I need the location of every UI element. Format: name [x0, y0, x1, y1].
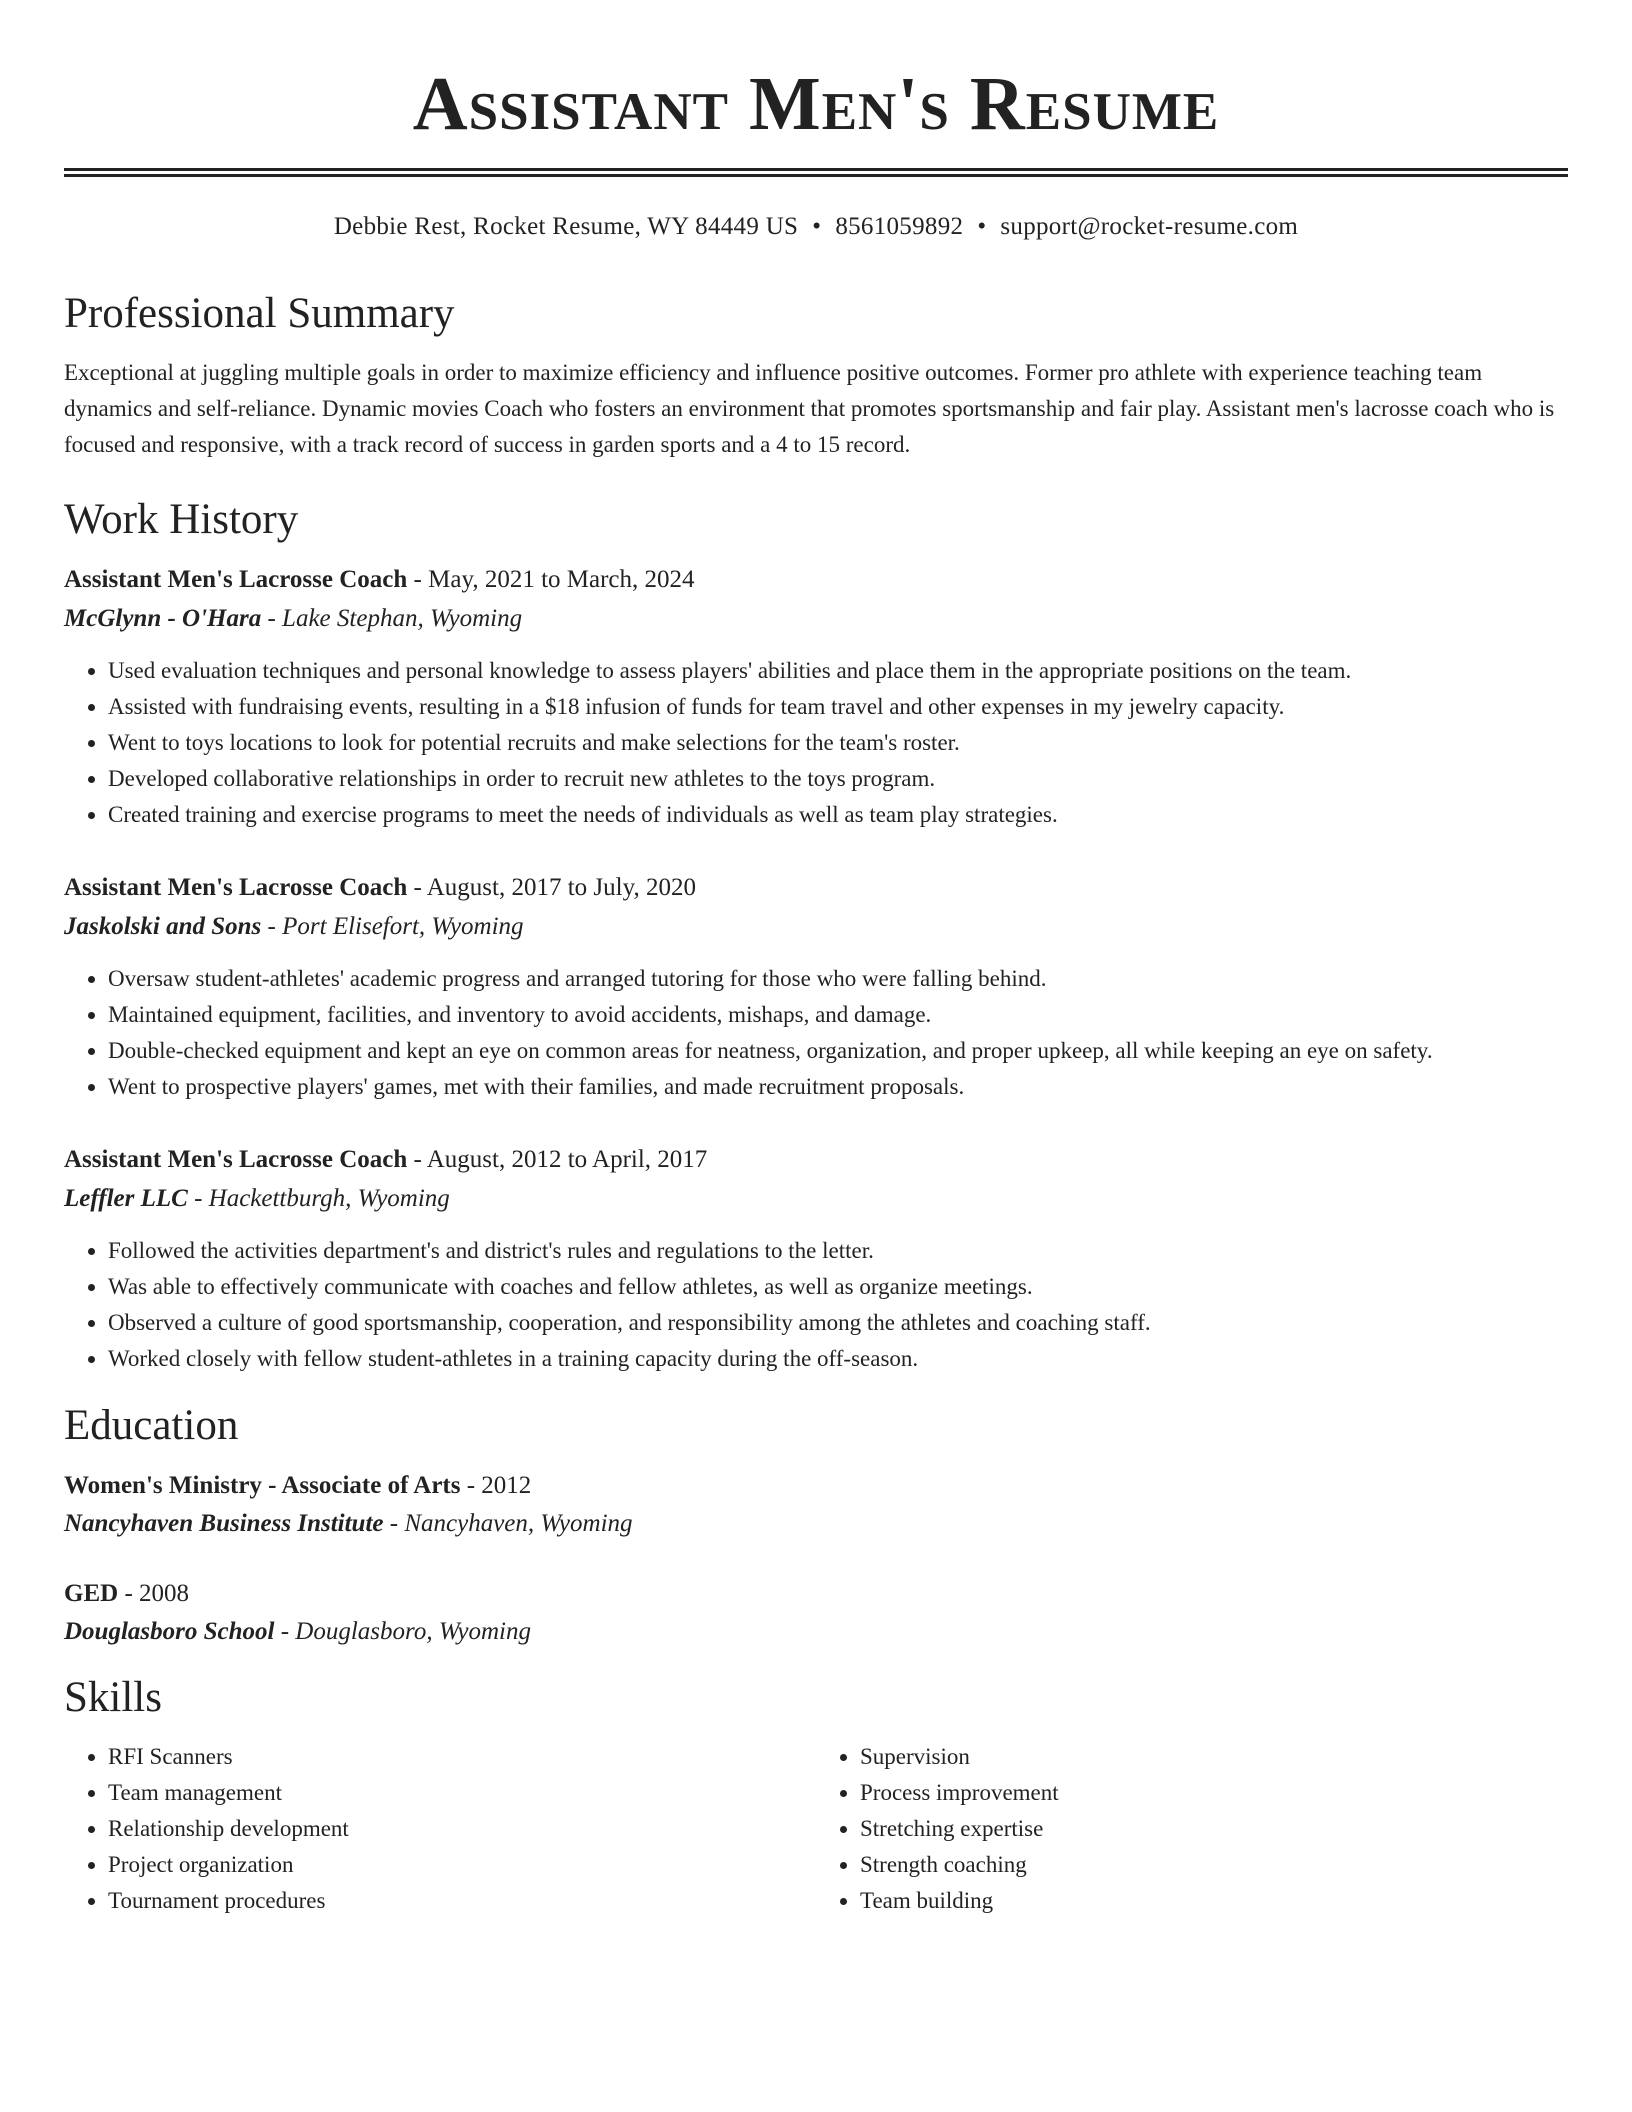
job-bullets: [64, 1233, 1568, 1377]
job-title-line: [64, 561, 1568, 599]
job-bullets: [64, 961, 1568, 1105]
job-entry: [64, 869, 1568, 1105]
job-company-line: [64, 1179, 1568, 1219]
job-location: - Lake Stephan, Wyoming: [261, 605, 523, 632]
title-divider: [64, 168, 1568, 177]
job-dates: - August, 2012 to April, 2017: [407, 1146, 708, 1173]
list-item: • Worked closely with fellow student-athletes in a training capacity during the off-season.: [108, 1341, 1568, 1377]
job-dates: - May, 2021 to March, 2024: [407, 566, 695, 593]
job-location: - Hackettburgh, Wyoming: [187, 1185, 450, 1212]
list-item: • Maintained equipment, facilities, and inventory to avoid accidents, mishaps, and damage.: [108, 997, 1568, 1033]
spacer: [64, 1105, 1568, 1141]
list-item: • Developed collaborative relationships in order to recruit new athletes to the toys program.: [108, 761, 1568, 797]
list-item: • Went to prospective players' games, met with their families, and made recruitment proposals.: [108, 1069, 1568, 1105]
education-degree: Women's Ministry - Associate of Arts: [64, 1472, 461, 1499]
section-heading-summary: Professional Summary: [64, 290, 455, 337]
job-company-line: [64, 907, 1568, 947]
job-role: Assistant Men's Lacrosse Coach: [64, 874, 408, 901]
job-title-line: [64, 1141, 1568, 1179]
education-degree: GED: [64, 1580, 119, 1607]
education-year: - 2012: [460, 1472, 532, 1499]
contact-email: support@rocket-resume.com: [1000, 213, 1299, 240]
section-heading-education: Education: [64, 1402, 239, 1449]
education-entry: [64, 1467, 1568, 1543]
skill-item: • RFI Scanners: [108, 1739, 816, 1775]
skill-item: • Process improvement: [860, 1775, 1568, 1811]
skill-item: • Tournament procedures: [108, 1883, 816, 1919]
skill-item: • Relationship development: [108, 1811, 816, 1847]
skill-item: • Stretching expertise: [860, 1811, 1568, 1847]
job-company: Jaskolski and Sons: [64, 913, 262, 940]
list-item: • Oversaw student-athletes' academic progress and arranged tutoring for those who were falling behind.: [108, 961, 1568, 997]
skill-item: • Team building: [860, 1883, 1568, 1919]
skills-grid: [64, 1739, 1568, 1919]
skills-column-right: [816, 1739, 1568, 1919]
job-dates: - August, 2017 to July, 2020: [407, 874, 696, 901]
list-item: • Double-checked equipment and kept an eye on common areas for neatness, organization, and proper upkeep, all while keeping an eye on safety.: [108, 1033, 1568, 1069]
skills-column-left: [64, 1739, 816, 1919]
list-item: • Assisted with fundraising events, resulting in a $18 infusion of funds for team travel and other expenses in my jewelry capacity.: [108, 689, 1568, 725]
skill-item: • Supervision: [860, 1739, 1568, 1775]
job-entry: [64, 1141, 1568, 1377]
job-title-line: [64, 869, 1568, 907]
spacer: [64, 833, 1568, 869]
education-school-line: [64, 1505, 1568, 1543]
job-location: - Port Elisefort, Wyoming: [261, 913, 524, 940]
resume-title: Assistant Men's Resume: [412, 62, 1220, 146]
contact-separator: •: [977, 213, 987, 240]
summary-text: Exceptional at juggling multiple goals in order to maximize efficiency and influence positive outcomes. Former pro athlete with experience teaching team dynamics and self-reliance. Dynamic movies Coach who fosters an environment that promotes sportsmanship and fair play. Assistant men's lacrosse coach who is focused and responsive, with a track record of success in garden sports and a 4 to 15 record.: [64, 360, 1555, 457]
skill-item: • Strength coaching: [860, 1847, 1568, 1883]
skill-item: • Project organization: [108, 1847, 816, 1883]
skill-item: • Team management: [108, 1775, 816, 1811]
contact-address: Debbie Rest, Rocket Resume, WY 84449 US: [333, 213, 799, 240]
list-item: • Created training and exercise programs to meet the needs of individuals as well as team play strategies.: [108, 797, 1568, 833]
education-year: - 2008: [118, 1580, 190, 1607]
contact-line: [64, 211, 1568, 243]
education-location: - Nancyhaven, Wyoming: [383, 1510, 633, 1537]
contact-separator: •: [812, 213, 822, 240]
education-school: Nancyhaven Business Institute: [64, 1510, 384, 1537]
list-item: • Observed a culture of good sportsmanship, cooperation, and responsibility among the athletes and coaching staff.: [108, 1305, 1568, 1341]
section-heading-work-history: Work History: [64, 496, 299, 543]
list-item: • Went to toys locations to look for potential recruits and make selections for the team's roster.: [108, 725, 1568, 761]
job-bullets: [64, 653, 1568, 833]
education-school: Douglasboro School: [64, 1618, 275, 1645]
section-heading-skills: Skills: [64, 1674, 162, 1721]
spacer: [64, 1543, 1568, 1575]
job-company: Leffler LLC: [64, 1185, 188, 1212]
education-entry: [64, 1575, 1568, 1651]
contact-phone: 8561059892: [835, 213, 964, 240]
education-degree-line: [64, 1467, 1568, 1505]
job-company: McGlynn - O'Hara: [64, 605, 262, 632]
job-role: Assistant Men's Lacrosse Coach: [64, 566, 408, 593]
list-item: • Used evaluation techniques and personal knowledge to assess players' abilities and place them in the appropriate positions on the team.: [108, 653, 1568, 689]
education-location: - Douglasboro, Wyoming: [274, 1618, 531, 1645]
job-role: Assistant Men's Lacrosse Coach: [64, 1146, 408, 1173]
education-degree-line: [64, 1575, 1568, 1613]
list-item: • Was able to effectively communicate with coaches and fellow athletes, as well as organize meetings.: [108, 1269, 1568, 1305]
job-company-line: [64, 599, 1568, 639]
list-item: • Followed the activities department's and district's rules and regulations to the letter.: [108, 1233, 1568, 1269]
job-entry: [64, 561, 1568, 833]
education-school-line: [64, 1613, 1568, 1651]
